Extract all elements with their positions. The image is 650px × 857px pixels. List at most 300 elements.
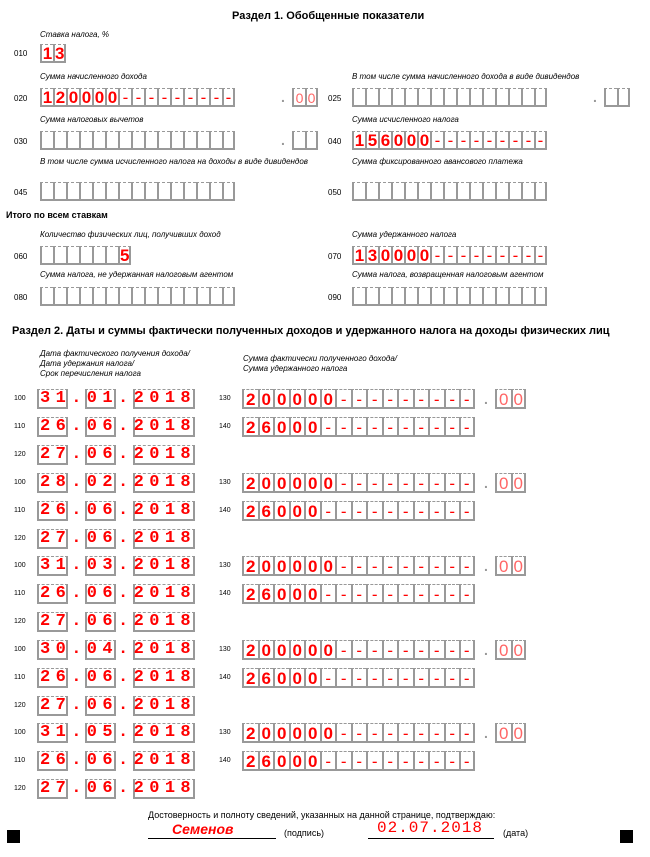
char-cell: -	[351, 501, 367, 521]
char-cell: -	[413, 556, 429, 576]
withheld-tax[interactable]	[242, 584, 475, 603]
char-cell: 0	[273, 473, 289, 493]
char-cell: -	[521, 131, 534, 150]
char-cell: 0	[289, 640, 305, 660]
char-cell: 0	[289, 584, 305, 604]
char-cell: 0	[320, 723, 336, 743]
char-cell: -	[413, 640, 429, 660]
char-cell: -	[335, 473, 351, 493]
corner-marker	[7, 830, 20, 843]
char-cell: 0	[304, 640, 320, 660]
char-cell	[604, 88, 617, 107]
char-cell	[404, 287, 417, 306]
char-cell	[404, 182, 417, 201]
char-cell: -	[397, 417, 413, 437]
char-cell: -	[382, 751, 398, 771]
char-cell	[391, 88, 404, 107]
char-cell: -	[397, 389, 413, 409]
char-cell: 0	[404, 246, 417, 265]
char-cell: 0	[511, 640, 527, 660]
withholding-date-value: 26.06.2018	[40, 667, 197, 687]
field-045[interactable]	[40, 182, 235, 201]
transfer-deadline[interactable]	[37, 779, 197, 799]
field-010[interactable]	[40, 44, 66, 63]
char-cell	[105, 131, 118, 150]
signature: Семенов	[172, 821, 234, 837]
char-cell: -	[428, 584, 444, 604]
code-020: 020	[14, 94, 28, 103]
char-cell	[157, 182, 170, 201]
income-date-value: 31.05.2018	[40, 723, 197, 742]
char-cell: -	[430, 131, 443, 150]
code-090: 090	[328, 293, 342, 302]
char-cell: 1	[40, 88, 53, 107]
char-cell	[456, 287, 469, 306]
char-cell: -	[170, 88, 183, 107]
char-cell: -	[413, 723, 429, 743]
char-cell	[222, 287, 235, 306]
field-090[interactable]	[352, 287, 547, 306]
char-cell	[183, 182, 196, 201]
char-cell	[443, 182, 456, 201]
char-cell: -	[413, 668, 429, 688]
char-cell: 0	[273, 556, 289, 576]
code-140: 140	[219, 590, 231, 597]
char-cell	[292, 131, 305, 150]
char-cell	[157, 287, 170, 306]
char-cell: 0	[304, 556, 320, 576]
char-cell	[378, 88, 391, 107]
income-amount[interactable]	[242, 389, 475, 408]
code-080: 080	[14, 293, 28, 302]
decimal-dot: .	[484, 474, 488, 491]
char-cell: 0	[417, 131, 430, 150]
withholding-date[interactable]	[37, 668, 197, 688]
char-cell: 6	[258, 668, 274, 688]
decimal-dot: .	[484, 391, 488, 407]
char-cell: -	[335, 389, 351, 409]
char-cell: 2	[53, 88, 66, 107]
char-cell: -	[444, 723, 460, 743]
char-cell: 0	[273, 417, 289, 437]
char-cell: -	[320, 501, 336, 521]
char-cell	[430, 287, 443, 306]
char-cell: 0	[495, 473, 511, 493]
char-cell: 0	[289, 389, 305, 409]
char-cell	[495, 287, 508, 306]
withholding-date[interactable]	[37, 584, 197, 604]
char-cell: -	[366, 501, 382, 521]
income-amount-fraction[interactable]	[495, 723, 526, 742]
char-cell: -	[469, 246, 482, 265]
char-cell	[365, 182, 378, 201]
income-amount-fraction[interactable]	[495, 556, 526, 575]
income-amount[interactable]	[242, 473, 475, 492]
char-cell	[183, 131, 196, 150]
char-cell: 2	[242, 417, 258, 437]
char-cell: 0	[304, 473, 320, 493]
char-cell: -	[459, 584, 475, 604]
char-cell: -	[397, 584, 413, 604]
char-cell	[443, 88, 456, 107]
withholding-date-value: 26.06.2018	[40, 500, 197, 520]
char-cell: 2	[242, 668, 258, 688]
char-cell: -	[382, 389, 398, 409]
withholding-date[interactable]	[37, 501, 197, 521]
char-cell: -	[366, 473, 382, 493]
char-cell: 0	[495, 556, 511, 576]
char-cell: -	[183, 88, 196, 107]
char-cell: 2	[242, 473, 258, 493]
char-cell	[430, 88, 443, 107]
char-cell: -	[495, 246, 508, 265]
char-cell	[456, 182, 469, 201]
char-cell: -	[443, 246, 456, 265]
char-cell: 0	[391, 131, 404, 150]
char-cell: -	[428, 751, 444, 771]
char-cell	[92, 182, 105, 201]
char-cell: -	[382, 417, 398, 437]
char-cell: 2	[242, 389, 258, 409]
char-cell: 0	[495, 723, 511, 743]
label-080: Сумма налога, не удержанная налоговым агентом	[40, 270, 234, 279]
char-cell: -	[366, 751, 382, 771]
char-cell: 6	[258, 751, 274, 771]
code-120: 120	[14, 618, 26, 625]
char-cell: -	[144, 88, 157, 107]
income-date[interactable]	[37, 640, 197, 660]
char-cell: 0	[258, 723, 274, 743]
char-cell: -	[397, 751, 413, 771]
char-cell: -	[413, 584, 429, 604]
withheld-tax[interactable]	[242, 417, 475, 436]
char-cell: 0	[273, 584, 289, 604]
field-025-fraction[interactable]	[604, 88, 630, 107]
char-cell: -	[157, 88, 170, 107]
char-cell: 1	[40, 44, 53, 63]
withheld-tax[interactable]	[242, 668, 475, 687]
char-cell: -	[444, 556, 460, 576]
char-cell: 0	[289, 501, 305, 521]
char-cell	[196, 182, 209, 201]
char-cell	[118, 287, 131, 306]
char-cell: 0	[105, 88, 118, 107]
char-cell: -	[428, 473, 444, 493]
char-cell	[79, 182, 92, 201]
char-cell	[495, 182, 508, 201]
char-cell: -	[366, 668, 382, 688]
label-020: Сумма начисленного дохода	[40, 72, 147, 81]
char-cell: 0	[304, 501, 320, 521]
income-date-value: 30.04.2018	[40, 639, 197, 659]
char-cell	[170, 131, 183, 150]
char-cell: -	[443, 131, 456, 150]
char-cell: -	[382, 584, 398, 604]
char-cell: -	[351, 668, 367, 688]
char-cell	[170, 182, 183, 201]
code-120: 120	[14, 534, 26, 542]
char-cell: 0	[258, 473, 274, 493]
char-cell	[469, 287, 482, 306]
income-date[interactable]	[37, 556, 197, 576]
char-cell: -	[382, 501, 398, 521]
char-cell	[482, 88, 495, 107]
char-cell: -	[459, 723, 475, 743]
char-cell: -	[444, 640, 460, 660]
income-amount[interactable]	[242, 640, 475, 659]
char-cell: 0	[79, 88, 92, 107]
char-cell: -	[444, 473, 460, 493]
char-cell: -	[351, 556, 367, 576]
char-cell: -	[366, 417, 382, 437]
char-cell: 0	[92, 88, 105, 107]
col2-label	[243, 354, 397, 374]
char-cell	[430, 182, 443, 201]
transfer-deadline[interactable]	[37, 445, 197, 465]
decimal-dot: .	[484, 725, 488, 741]
char-cell: 0	[273, 501, 289, 521]
confirm-text: Достоверность и полноту сведений, указанных на данной странице, подтверждаю:	[148, 810, 496, 820]
income-date-value: 31.01.2018	[40, 389, 197, 408]
char-cell: -	[351, 473, 367, 493]
transfer-deadline-value: 27.06.2018	[40, 695, 197, 715]
char-cell	[92, 131, 105, 150]
char-cell: -	[320, 584, 336, 604]
income-date[interactable]	[37, 473, 197, 493]
field-030[interactable]	[40, 131, 235, 150]
date-line	[368, 838, 494, 839]
field-040[interactable]	[352, 131, 547, 150]
char-cell	[222, 182, 235, 201]
char-cell: -	[413, 417, 429, 437]
char-cell: -	[456, 131, 469, 150]
transfer-deadline[interactable]	[37, 612, 197, 632]
decimal-dot: .	[281, 89, 285, 105]
char-cell: -	[397, 501, 413, 521]
char-cell	[118, 182, 131, 201]
char-cell: 0	[289, 668, 305, 688]
field-060[interactable]	[40, 246, 131, 265]
char-cell	[469, 182, 482, 201]
field-050[interactable]	[352, 182, 547, 201]
withholding-date-value: 26.06.2018	[40, 751, 197, 770]
char-cell	[443, 287, 456, 306]
char-cell: 0	[304, 751, 320, 771]
char-cell	[521, 182, 534, 201]
char-cell	[456, 88, 469, 107]
label-030: Сумма налоговых вычетов	[40, 115, 144, 124]
field-025[interactable]	[352, 88, 547, 107]
label-040: Сумма исчисленного налога	[352, 115, 459, 124]
char-cell	[66, 182, 79, 201]
char-cell	[92, 287, 105, 306]
char-cell: -	[366, 584, 382, 604]
char-cell	[417, 182, 430, 201]
char-cell: -	[397, 723, 413, 743]
code-130: 130	[219, 395, 231, 402]
field-080[interactable]	[40, 287, 235, 306]
income-amount-fraction[interactable]	[495, 473, 526, 492]
char-cell	[105, 246, 118, 265]
decimal-dot: .	[484, 558, 488, 574]
char-cell: 0	[511, 556, 527, 576]
withheld-tax[interactable]	[242, 501, 475, 520]
char-cell: 0	[66, 88, 79, 107]
char-cell: -	[428, 417, 444, 437]
section2-title: Раздел 2. Даты и суммы фактически полученных доходов и удержанного налога на доходы физических лиц	[12, 325, 610, 337]
col1-label-line: Срок перечисления налога	[40, 369, 141, 378]
char-cell: -	[351, 723, 367, 743]
char-cell: -	[444, 584, 460, 604]
char-cell	[66, 246, 79, 265]
char-cell: -	[459, 473, 475, 493]
char-cell: 6	[378, 131, 391, 150]
code-140: 140	[219, 673, 231, 681]
char-cell	[40, 287, 53, 306]
code-110: 110	[14, 673, 26, 681]
code-130: 130	[219, 645, 231, 653]
char-cell: -	[351, 751, 367, 771]
char-cell: -	[534, 246, 547, 265]
withholding-date-value: 26.06.2018	[40, 417, 197, 436]
char-cell	[170, 287, 183, 306]
code-120: 120	[14, 451, 26, 458]
char-cell: -	[320, 417, 336, 437]
code-100: 100	[14, 729, 26, 736]
char-cell: -	[444, 417, 460, 437]
label-025: В том числе сумма начисленного дохода в виде дивидендов	[352, 72, 580, 81]
char-cell	[521, 88, 534, 107]
char-cell: -	[366, 723, 382, 743]
char-cell: 0	[304, 417, 320, 437]
withholding-date-value: 26.06.2018	[40, 584, 197, 603]
char-cell	[79, 287, 92, 306]
char-cell: -	[508, 131, 521, 150]
signature-line	[148, 838, 276, 839]
char-cell	[521, 287, 534, 306]
code-060: 060	[14, 252, 28, 261]
char-cell: 0	[289, 473, 305, 493]
label-010: Ставка налога, %	[40, 30, 110, 39]
code-110: 110	[14, 590, 26, 597]
char-cell: 1	[352, 131, 365, 150]
field-030-fraction[interactable]	[292, 131, 318, 150]
char-cell: 2	[242, 501, 258, 521]
char-cell: 0	[258, 556, 274, 576]
income-date[interactable]	[37, 389, 197, 409]
field-020[interactable]	[40, 88, 235, 107]
income-date[interactable]	[37, 723, 197, 743]
char-cell	[144, 287, 157, 306]
code-110: 110	[14, 423, 26, 430]
income-amount-fraction[interactable]	[495, 389, 526, 408]
char-cell: -	[366, 389, 382, 409]
char-cell: -	[118, 88, 131, 107]
char-cell	[391, 182, 404, 201]
char-cell: -	[335, 417, 351, 437]
char-cell: -	[413, 473, 429, 493]
char-cell: 0	[320, 389, 336, 409]
code-050: 050	[328, 188, 342, 197]
char-cell: 3	[365, 246, 378, 265]
char-cell: -	[382, 556, 398, 576]
col1-label-line: Дата фактического получения дохода/	[40, 349, 190, 358]
char-cell: 5	[365, 131, 378, 150]
char-cell: -	[351, 584, 367, 604]
char-cell: 2	[242, 640, 258, 660]
char-cell: -	[413, 501, 429, 521]
code-110: 110	[14, 506, 26, 514]
char-cell	[40, 182, 53, 201]
income-amount-fraction[interactable]	[495, 640, 526, 659]
char-cell: -	[430, 246, 443, 265]
char-cell	[417, 88, 430, 107]
char-cell	[209, 287, 222, 306]
char-cell	[118, 131, 131, 150]
char-cell: -	[413, 389, 429, 409]
code-040: 040	[328, 137, 342, 146]
transfer-deadline-value: 27.06.2018	[40, 612, 197, 631]
income-amount[interactable]	[242, 556, 475, 575]
char-cell: 0	[391, 246, 404, 265]
transfer-deadline[interactable]	[37, 696, 197, 716]
code-100: 100	[14, 645, 26, 653]
char-cell	[352, 287, 365, 306]
char-cell: -	[459, 668, 475, 688]
transfer-deadline[interactable]	[37, 529, 197, 549]
char-cell: 6	[258, 501, 274, 521]
withholding-date[interactable]	[37, 751, 197, 771]
char-cell: 0	[292, 88, 305, 107]
char-cell	[222, 131, 235, 150]
char-cell: -	[444, 389, 460, 409]
char-cell: 0	[511, 389, 527, 409]
field-020-fraction[interactable]	[292, 88, 318, 107]
withheld-tax[interactable]	[242, 751, 475, 770]
char-cell: -	[382, 640, 398, 660]
char-cell: 0	[304, 723, 320, 743]
char-cell: -	[482, 246, 495, 265]
char-cell: 0	[417, 246, 430, 265]
char-cell: 3	[55, 44, 65, 63]
withholding-date[interactable]	[37, 417, 197, 437]
char-cell	[482, 287, 495, 306]
char-cell: -	[382, 473, 398, 493]
char-cell: -	[397, 473, 413, 493]
sign-date: 02.07.2018	[377, 819, 484, 837]
char-cell: -	[508, 246, 521, 265]
char-cell	[378, 182, 391, 201]
income-amount[interactable]	[242, 723, 475, 742]
char-cell: 0	[495, 389, 511, 409]
char-cell: -	[335, 751, 351, 771]
char-cell: -	[397, 556, 413, 576]
char-cell	[417, 287, 430, 306]
char-cell: 0	[289, 417, 305, 437]
transfer-deadline-value: 27.06.2018	[40, 779, 197, 798]
char-cell	[144, 131, 157, 150]
char-cell: -	[459, 417, 475, 437]
field-070[interactable]	[352, 246, 547, 265]
char-cell	[534, 182, 547, 201]
char-cell: 0	[304, 389, 320, 409]
char-cell: -	[366, 556, 382, 576]
code-030: 030	[14, 137, 28, 146]
char-cell	[365, 88, 378, 107]
char-cell	[352, 88, 365, 107]
char-cell	[131, 287, 144, 306]
char-cell: 0	[273, 723, 289, 743]
